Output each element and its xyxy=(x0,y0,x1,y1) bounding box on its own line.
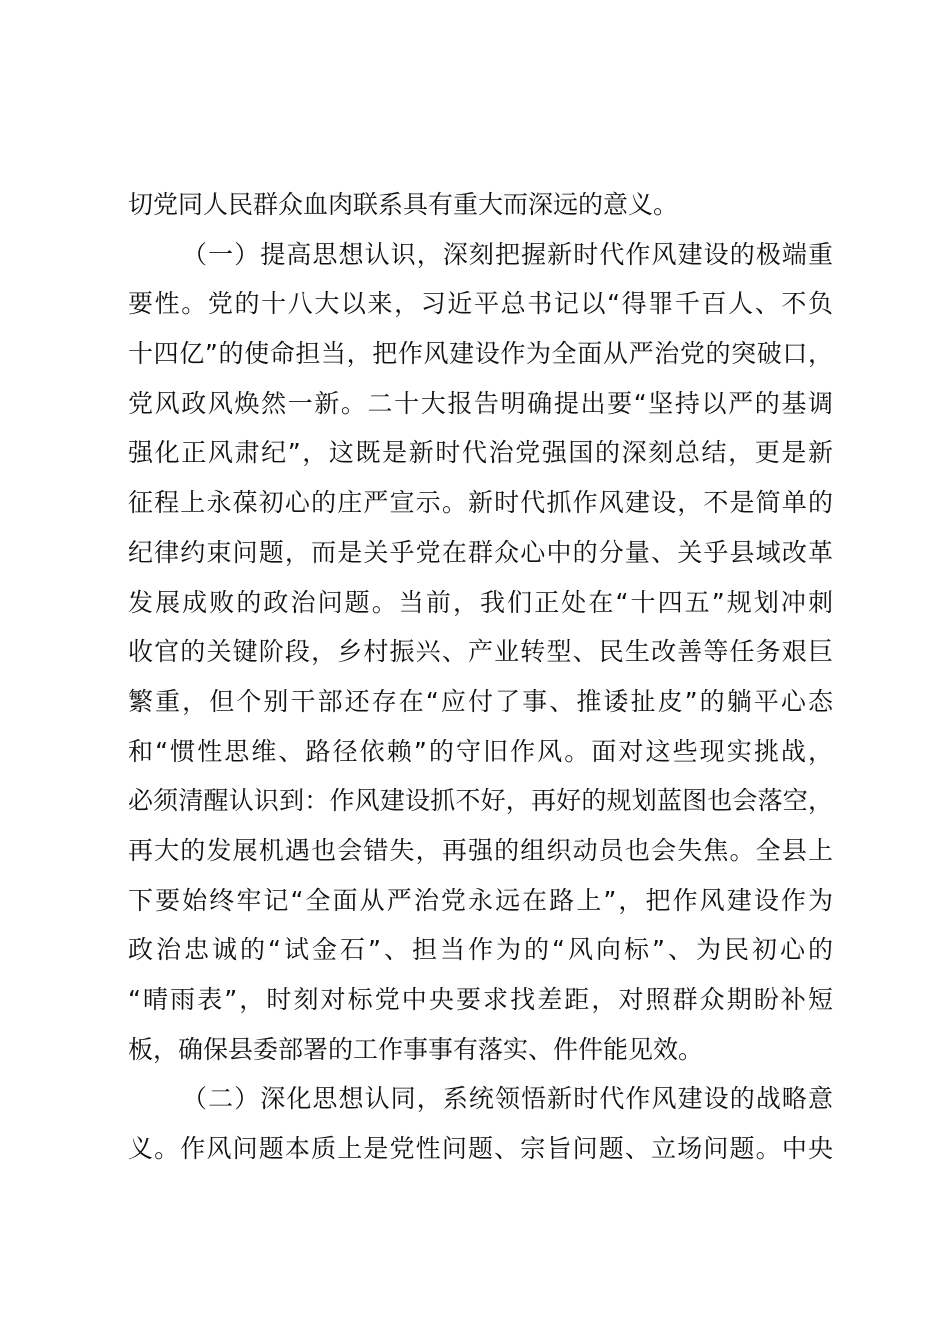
text-line: 纪律约束问题，而是关乎党在群众心中的分量、关乎县域改革 xyxy=(128,537,833,567)
body-text xyxy=(128,180,833,1174)
text-line: 切党同人民群众血肉联系具有重大而深远的意义。 xyxy=(128,190,679,219)
text-line: 必须清醒认识到：作风建设抓不好，再好的规划蓝图也会落空， xyxy=(128,786,833,816)
text-line: “晴雨表”，时刻对标党中央要求找差距，对照群众期盼补短 xyxy=(128,985,833,1014)
text-line: 义。作风问题本质上是党性问题、宗旨问题、立场问题。中央 xyxy=(128,1134,833,1164)
text-line: 和“惯性思维、路径依赖”的守旧作风。面对这些现实挑战， xyxy=(128,736,833,766)
text-line: 下要始终牢记“全面从严治党永远在路上”，把作风建设作为 xyxy=(128,885,833,915)
text-line: 征程上永葆初心的庄严宣示。新时代抓作风建设，不是简单的 xyxy=(128,488,833,518)
text-line: 板，确保县委部署的工作事事有落实、件件能见效。 xyxy=(128,1034,704,1064)
text-line: 十四亿”的使命担当，把作风建设作为全面从严治党的突破口， xyxy=(128,339,833,369)
text-line: 发展成败的政治问题。当前，我们正处在“十四五”规划冲刺 xyxy=(128,587,833,617)
text-line: （一）提高思想认识，深刻把握新时代作风建设的极端重 xyxy=(182,239,833,269)
text-line: 党风政风焕然一新。二十大报告明确提出要“坚持以严的基调 xyxy=(128,388,833,418)
text-line: 再大的发展机遇也会错失，再强的组织动员也会失焦。全县上 xyxy=(128,835,833,865)
text-line: 强化正风肃纪”，这既是新时代治党强国的深刻总结，更是新 xyxy=(128,438,833,468)
text-line: 繁重，但个别干部还存在“应付了事、推诿扯皮”的躺平心态 xyxy=(128,686,833,716)
text-line: （二）深化思想认同，系统领悟新时代作风建设的战略意 xyxy=(182,1084,833,1114)
text-line: 要性。党的十八大以来，习近平总书记以“得罪千百人、不负 xyxy=(128,289,833,319)
text-line: 收官的关键阶段，乡村振兴、产业转型、民生改善等任务艰巨 xyxy=(128,637,833,667)
text-line: 政治忠诚的“试金石”、担当作为的“风向标”、为民初心的 xyxy=(128,935,833,965)
